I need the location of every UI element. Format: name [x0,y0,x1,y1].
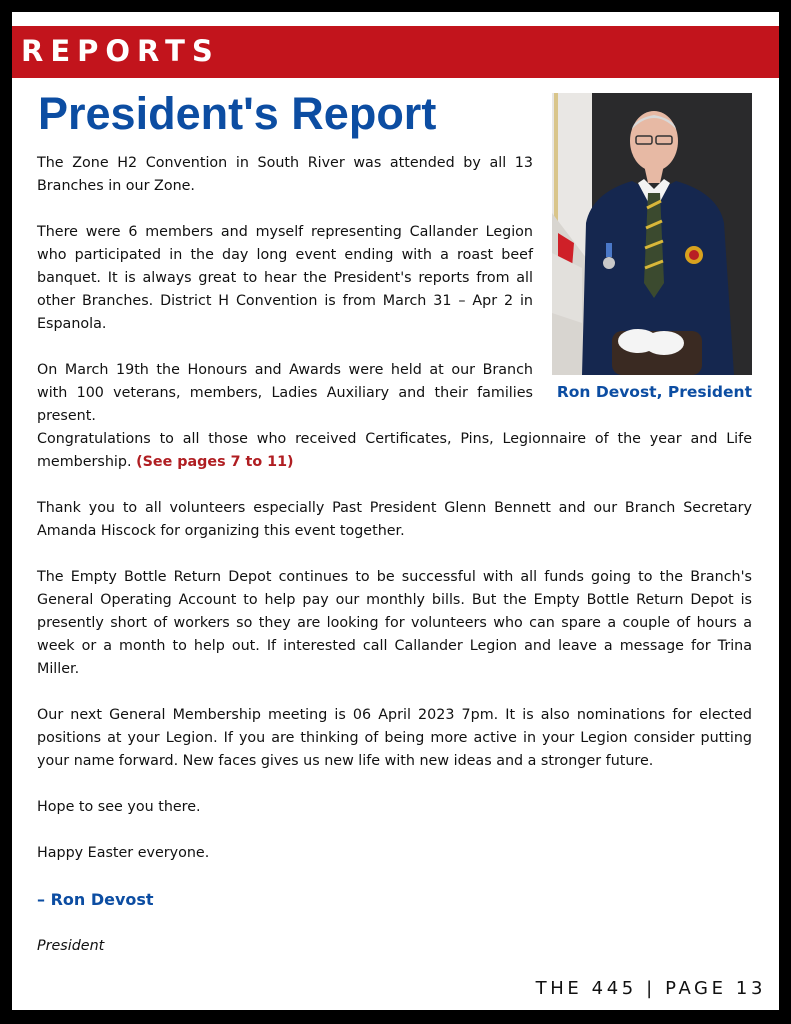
paragraph-zone-convention: The Zone H2 Convention in South River was attended by all 13 Branches in our Zone. [37,155,533,194]
paragraph-see-you: Hope to see you there. [37,799,201,815]
paragraph-thanks: Thank you to all volunteers especially Past President Glenn Bennett and our Branch Secretary Amanda Hiscock for organizing this event together. [37,500,752,539]
photo-caption: Ron Devost, President [556,383,752,401]
paragraph-easter: Happy Easter everyone. [37,845,210,861]
paragraph-honours: On March 19th the Honours and Awards were held at our Branch with 100 veterans, members, Ladies Auxiliary and their families present. [37,362,533,424]
section-banner-label: REPORTS [21,34,220,68]
section-banner [12,26,779,78]
paragraph-meeting: Our next General Membership meeting is 06 April 2023 7pm. It is also nominations for elected positions at your Legion. If you are thinking of being more active in your Legion consider putting your name forward. New faces gives us new life with new ideas and a stronger future. [37,707,752,769]
page-title: President's Report [38,88,437,139]
paragraph-bottle-depot: The Empty Bottle Return Depot continues to be successful with all funds going to the Branch's General Operating Account to help pay our monthly bills. But the Empty Bottle Return Depot is presently short of workers so they are looking for volunteers who can spare a couple of hours a week or a month to help out. If interested call Callander Legion and leave a message for Trina Miller. [37,569,752,677]
paragraph-congratulations [37,428,752,474]
congratulations-text: Congratulations to all those who received Certificates, Pins, Legionnaire of the year and Life membership. [37,431,752,470]
page-footer: THE 445 | PAGE 13 [535,978,766,999]
signature-name: – Ron Devost [37,890,154,909]
page [12,12,779,1010]
signature-title: President [37,938,105,954]
paragraph-members: There were 6 members and myself representing Callander Legion who participated in the day long event ending with a roast beef banquet. It is always great to hear the President's reports from all other Branches. District H Convention is from March 31 – Apr 2 in Espanola. [37,224,533,332]
report-body [37,152,752,980]
see-pages-link[interactable]: (See pages 7 to 11) [136,454,294,470]
